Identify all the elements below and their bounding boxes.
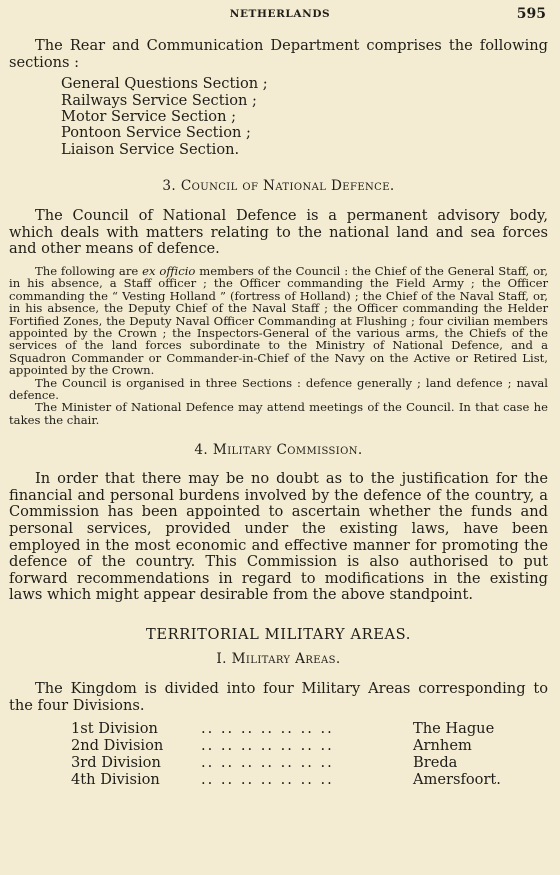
military-areas-heading [9,651,548,667]
section-title: Military Commission. [212,442,363,459]
section-number: 4. [194,442,209,459]
section-number: 3. [162,178,177,195]
leader-dots: .. .. .. .. .. .. .. [201,720,334,738]
commission-paragraph: In order that there may be no doubt as to the justification for the financial and personal burdens involved by the defence of the country, a Commission has been appointed to ascertain whether the funds and personal services, provided under the existing laws, have been employed in the most economic and effective manner for promoting the defence of the country. This Commission is also authorised to put forward recommendations in regard to modifications in the existing laws which might appear desirable from the above standpoint. [9,470,548,604]
running-head: NETHERLANDS [229,8,331,20]
sections-list [61,76,548,158]
table-row [71,737,548,754]
table-row [71,754,548,771]
territorial-heading: TERRITORIAL MILITARY AREAS. [146,626,411,644]
list-item: Motor Service Section ; [61,108,237,125]
ex-officio-term: ex officio [142,264,196,278]
list-item: General Questions Section ; [61,75,268,93]
page-number: 595 [516,6,546,22]
council-heading [9,178,548,194]
leader-dots: .. .. .. .. .. .. .. [201,754,334,772]
leader-dots: .. .. .. .. .. .. .. [201,771,334,789]
section-title: Council of National Defence. [180,178,395,195]
division-table [71,720,548,788]
council-sections-paragraph: The Council is organised in three Sections : defence generally ; land defence ; naval defence. [9,375,548,403]
list-item: Railways Service Section ; [61,91,257,109]
division-city: Amersfoort. [413,771,501,789]
leader-dots: .. .. .. .. .. .. .. [201,737,334,755]
list-item: Liaison Service Section. [61,140,240,158]
table-row [71,771,548,788]
table-row [71,720,548,737]
division-name: 2nd Division [71,737,164,755]
division-name: 3rd Division [71,754,161,772]
division-city: Arnhem [413,737,472,755]
rear-department-intro: The Rear and Communication Department comprises the following sections : [9,37,548,71]
council-paragraph-1: The Council of National Defence is a permanent advisory body, which deals with matters relating to the national land and sea forces and other means of defence. [9,207,548,258]
division-name: 1st Division [71,720,158,738]
military-areas-paragraph: The Kingdom is divided into four Military Areas corresponding to the four Divisions. [9,680,548,714]
council-members-paragraph: The following are ex officio members of the Council : the Chief of the General Staff, or, in his absence, a Staff officer ; the Officer commanding the Field Army ; the Officer commanding the “ Vesting Holland ” (fortress of Holland) ; the Chief of the Naval Staff, or, in his absence, the Deputy Chief of the Naval Staff ; the Officer commanding the Helder Fortified Zones, the Deputy Naval Officer Commanding at Flushing ; four civilian members appointed by the Crown ; the Inspectors-General of the various arms, the Chiefs of the services of the land forces subordinate to the Ministry of National Defence, and a Squadron Commander or Commander-in-Chief of the Navy on the Active or Retired List, appointed by the Crown. [9,264,549,378]
division-name: 4th Division [71,771,160,789]
division-city: The Hague [413,720,495,738]
section-title: Military Areas. [231,651,341,668]
commission-heading [9,442,548,458]
list-item: Pontoon Service Section ; [61,124,251,142]
division-city: Breda [413,754,458,772]
section-number: I. [216,651,227,668]
council-minister-paragraph: The Minister of National Defence may attend meetings of the Council. In that case he takes the chair. [9,400,548,427]
page-header [0,6,560,24]
